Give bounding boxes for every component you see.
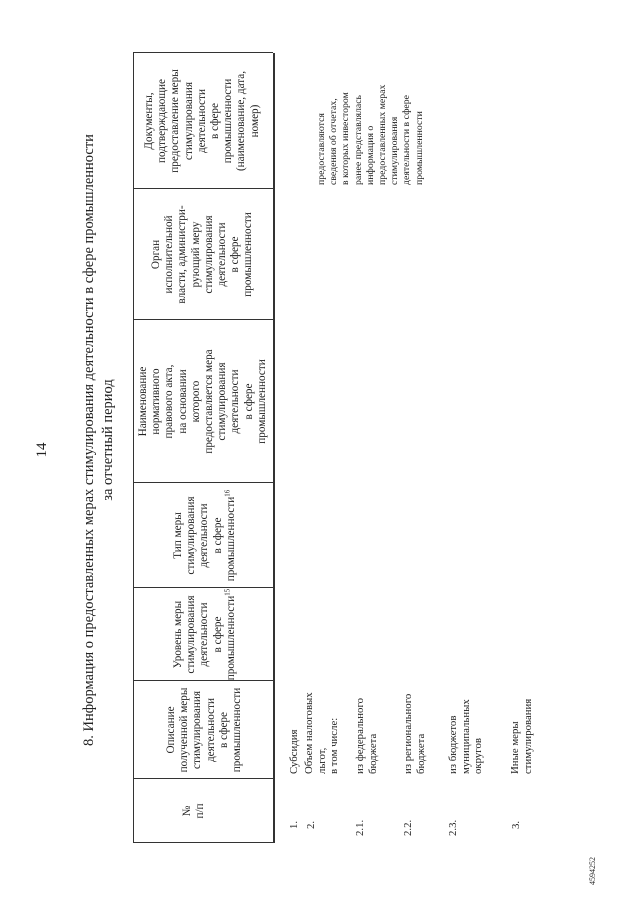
row-number: 2.3. xyxy=(447,819,459,836)
header-line: нормативного xyxy=(150,368,163,435)
header-line: в сфере xyxy=(217,712,230,748)
row-text-line: бюджета xyxy=(414,733,427,774)
header-line: № xyxy=(181,805,193,817)
header-line: номер) xyxy=(248,104,261,138)
header-line: подтверждающие xyxy=(156,79,169,163)
table-row-label xyxy=(303,692,341,774)
row-text-line: в том числе: xyxy=(328,717,341,774)
header-line: рующий меру xyxy=(189,221,202,288)
header-line: Документы, xyxy=(143,92,155,150)
row-text-line: из регионального xyxy=(402,693,414,774)
header-number xyxy=(181,779,207,843)
header-description xyxy=(165,681,244,779)
header-line: Орган xyxy=(150,239,162,270)
row-text-line: Объем налоговых xyxy=(303,692,315,774)
document-code: 4594252 xyxy=(588,857,597,885)
note-line: предоставляются xyxy=(316,113,327,185)
header-line: Наименование xyxy=(137,366,149,437)
note-line: сведения об отчетах, xyxy=(328,98,340,185)
header-line: стимулирования xyxy=(185,595,198,674)
row-text-line: муниципальных xyxy=(459,699,472,774)
row-text-line: льгот, xyxy=(315,747,328,774)
header-line: которого xyxy=(189,380,202,423)
header-line: промышленности xyxy=(242,212,255,297)
header-line: на основании xyxy=(176,369,189,434)
header-line: промышленности xyxy=(224,595,237,681)
note-line: предоставленных мерах xyxy=(377,84,389,185)
header-line: деятельности xyxy=(198,503,211,568)
header-line: стимулирования xyxy=(202,215,215,294)
header-type xyxy=(172,483,238,588)
header-line: в сфере xyxy=(211,616,224,653)
header-line: стимулирования xyxy=(182,82,195,161)
header-line: в сфере xyxy=(242,383,255,420)
header-line: полученной меры xyxy=(178,687,191,773)
note-line: ранее представлялась xyxy=(352,94,364,185)
row-text-line: Субсидия xyxy=(288,729,300,774)
header-line: Описание xyxy=(165,706,177,754)
note-line: в которых инвестором xyxy=(340,92,352,185)
header-line: стимулирования xyxy=(185,496,198,575)
row-number: 2.1. xyxy=(354,819,366,836)
table-row-label xyxy=(509,699,534,774)
table-row-label xyxy=(288,730,301,775)
header-line: деятельности xyxy=(229,369,242,434)
header-line: деятельности xyxy=(216,222,229,287)
header-line: Уровень меры xyxy=(172,600,184,669)
row-text-line: бюджета xyxy=(366,733,379,774)
row-text-line: стимулирования xyxy=(521,698,534,774)
header-line: п/п xyxy=(194,803,207,819)
header-line: деятельности xyxy=(204,697,217,763)
header-line: деятельности xyxy=(198,602,211,667)
row-number: 2. xyxy=(305,820,317,829)
row-text-line: из федерального xyxy=(354,697,366,774)
row-text-line: Иные меры xyxy=(509,721,521,774)
note-line: стимулирования xyxy=(389,116,401,185)
header-documents xyxy=(143,53,262,189)
documents-note xyxy=(316,85,426,185)
header-line: деятельности xyxy=(195,88,208,154)
note-line: деятельности в сфере xyxy=(401,94,413,185)
header-line: в сфере xyxy=(211,517,224,554)
footnote-ref-16: 16 xyxy=(223,489,232,497)
section-title xyxy=(80,45,118,835)
header-line: предоставление меры xyxy=(169,69,182,173)
header-line: промышленности xyxy=(222,78,235,164)
header-line: Тип меры xyxy=(172,512,184,559)
section-title-line: 8. Информация о предоставленных мерах стимулирования деятельности в сфере промышленности xyxy=(81,134,97,746)
header-line: предоставляется мера xyxy=(203,349,216,454)
header-line: правового акта, xyxy=(163,364,176,439)
row-text-line: округов xyxy=(472,738,485,774)
header-line: промышленности xyxy=(255,359,268,444)
header-line: стимулирования xyxy=(216,362,229,441)
header-legal-act xyxy=(137,320,269,483)
table-row-label xyxy=(402,694,427,774)
table-row-label xyxy=(447,699,485,774)
header-line: власти, администри- xyxy=(176,205,189,304)
page-number: 14 xyxy=(34,442,50,458)
header-line: промышленности xyxy=(231,687,244,773)
header-line: исполнительной xyxy=(163,215,176,294)
row-number: 1. xyxy=(288,820,300,829)
note-line: промышленности xyxy=(413,111,425,185)
header-level xyxy=(172,588,238,681)
row-text-line: из бюджетов xyxy=(447,715,459,774)
header-line: в сфере xyxy=(229,236,242,273)
header-line: промышленности xyxy=(224,496,237,582)
table-top-border xyxy=(133,53,134,843)
note-line: информация о xyxy=(364,125,376,185)
table-row-label xyxy=(354,698,379,774)
header-authority xyxy=(150,189,256,320)
table-header-bottom-border xyxy=(273,53,275,843)
header-line: (наименование, дата, xyxy=(235,70,248,172)
header-line: в сфере xyxy=(209,103,222,139)
section-title-line: за отчетный период xyxy=(100,379,116,501)
footnote-ref-15: 15 xyxy=(223,588,232,596)
row-number: 3. xyxy=(510,820,522,829)
header-line: стимулирования xyxy=(191,691,204,770)
row-number: 2.2. xyxy=(402,819,414,836)
